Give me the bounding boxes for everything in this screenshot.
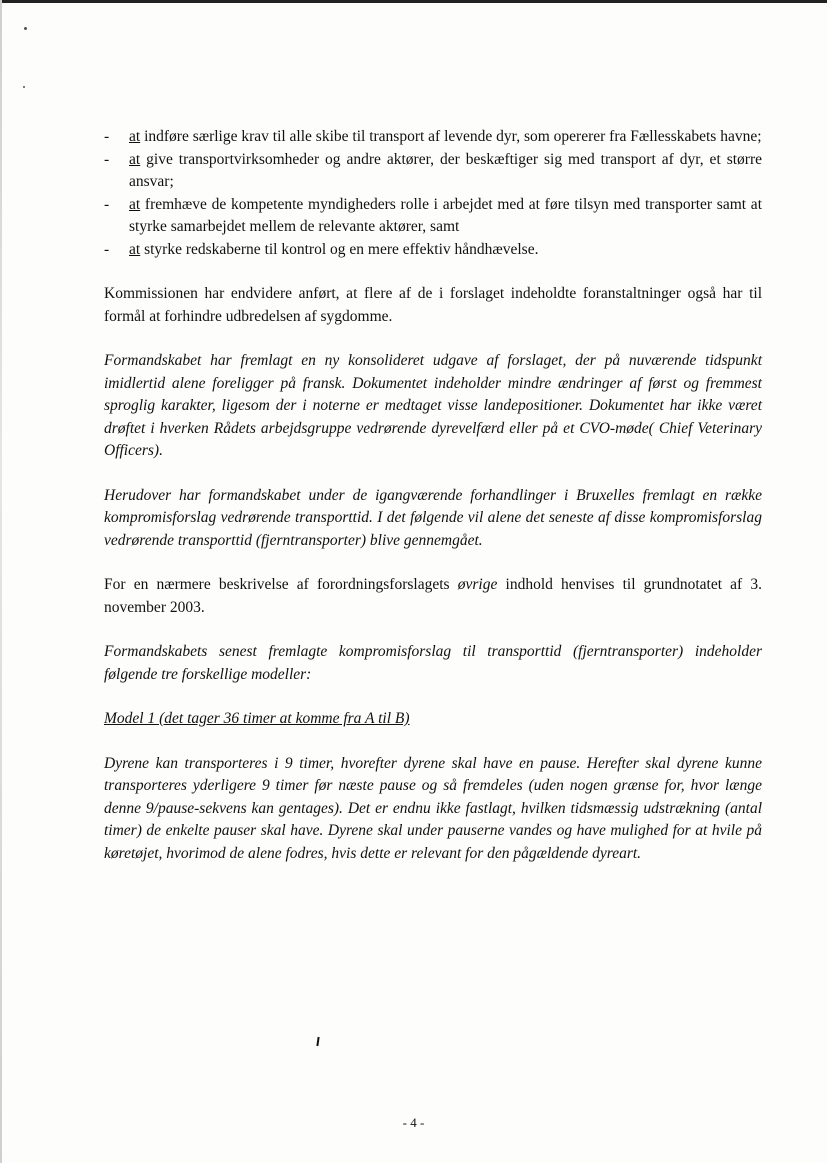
scan-top-border: [0, 0, 827, 3]
model1-heading: Model 1 (det tager 36 timer at komme fra A til B): [104, 710, 410, 727]
model1-description: Dyrene kan transporteres i 9 timer, hvorefter dyrene skal have en pause. Herefter skal dyrene kunne transporteres yderligere 9 timer før næste pause og så fremdeles (uden nogen grænse for, hvor længe denne 9/pause-sekvens kan gentages). Det er endnu ikke fastlagt, hvilken tidsmæssig udstrækning (antal timer) de enkelte pauser skal have. Dyrene skal under pauserne vandes og have mulighed for at hvile på køretøjet, hvorimod de alene fodres, hvis dette er relevant for den pågældende dyreart.: [104, 754, 762, 862]
bullet-dash: -: [104, 195, 110, 213]
bullet-dash: -: [104, 128, 110, 145]
list-item: [104, 239, 762, 262]
list-item: [104, 149, 762, 194]
list-item: [104, 194, 762, 239]
bullet-dash: -: [104, 240, 110, 258]
bullet-lead-word: at: [129, 195, 141, 213]
emphasis-word: øvrige: [457, 576, 498, 593]
paragraph-commission: Kommissionen har endvidere anført, at flere af de i forslaget indeholdte foranstaltninger også har til formål at forhindre udbredelsen af sygdomme.: [104, 285, 762, 325]
scan-speck: [23, 86, 25, 88]
scan-left-edge: [0, 0, 2, 1163]
scan-stray-mark: [316, 1037, 319, 1046]
paragraph-further-end: indhold henvises til grundnotatet af 3. november 2003.: [104, 576, 762, 616]
document-body: [104, 126, 762, 865]
bullet-lead-word: at: [129, 128, 141, 145]
scan-speck: [24, 27, 27, 30]
paragraph-presidency: Formandskabet har fremlagt en ny konsolideret udgave af forslaget, der på nuværende tidspunkt imidlertid alene foreligger på fransk. Dokumentet indeholder mindre ændringer af først og fremmest sproglig karakter, ligesom der i noterne er medtaget visse landepositioner. Dokumentet har ikke været drøftet i hverken Rådets arbejdsgruppe vedrørende dyrevelfærd eller på et CVO-møde( Chief Veterinary Officers).: [104, 352, 762, 459]
bullet-dash: -: [104, 150, 110, 168]
bullet-lead-word: at: [129, 150, 141, 168]
paragraph-further: [104, 574, 762, 619]
bullet-text: indføre særlige krav til alle skibe til transport af levende dyr, som opererer fra Fællesskabets havne;: [140, 128, 762, 145]
paragraph-compromise: Herudover har formandskabet under de igangværende forhandlinger i Bruxelles fremlagt en række kompromisforslag vedrørende transporttid. I det følgende vil alene det seneste af disse kompromisforslag vedrørende transporttid (fjerntransporter) blive gennemgået.: [104, 486, 762, 549]
bullet-list: [104, 126, 762, 261]
bullet-lead-word: at: [129, 240, 141, 258]
bullet-text: fremhæve de kompetente myndigheders rolle i arbejdet med at føre tilsyn med transporter samt at styrke samarbejdet mellem de relevante aktører, samt: [129, 195, 762, 235]
bullet-text: styrke redskaberne til kontrol og en mere effektiv håndhævelse.: [140, 240, 539, 258]
list-item: [104, 126, 762, 149]
paragraph-further-start: For en nærmere beskrivelse af forordningsforslagets: [104, 576, 458, 593]
paragraph-models-intro: Formandskabets senest fremlagte kompromisforslag til transporttid (fjerntransporter) indeholder følgende tre forskellige modeller:: [104, 643, 762, 683]
page-number: - 4 -: [402, 1115, 425, 1130]
bullet-text: give transportvirksomheder og andre aktører, der beskæftiger sig med transport af dyr, et større ansvar;: [129, 150, 762, 190]
